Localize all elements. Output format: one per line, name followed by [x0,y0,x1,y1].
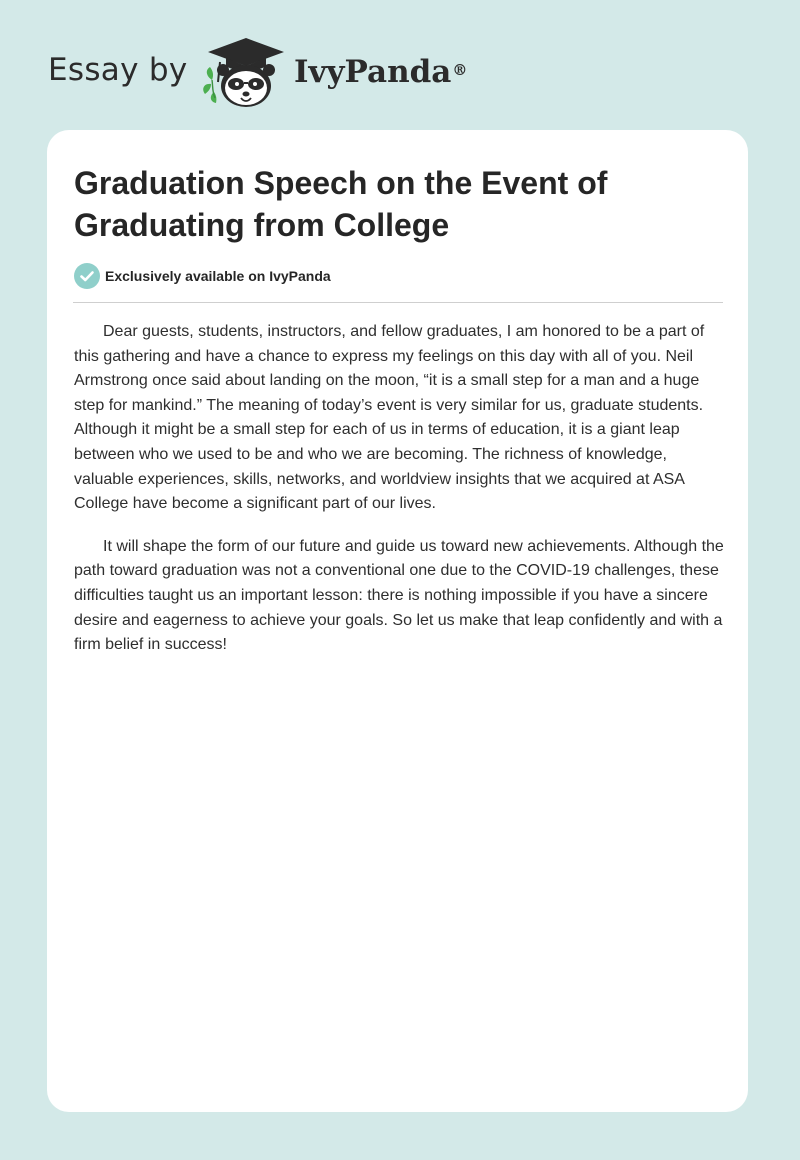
paragraph: Dear guests, students, instructors, and fellow graduates, I am honored to be a part of this gathering and have a chance to express my feelings on this day with all of you. Neil Armstrong once said about landing on the moon, “it is a small step for a man and a huge step for mankind.” The meaning of today’s event is very similar for us, graduate students. Although it might be a small step for each of us in terms of education, it is a giant leap between who we used to be and who we are becoming. The richness of knowledge, valuable experiences, skills, networks, and worldview insights that we acquired at ASA College have become a significant part of our lives. [74,323,705,513]
brand-name[interactable] [294,52,467,92]
essay-body [74,320,724,676]
page-title: Graduation Speech on the Event of Graduating from College [74,165,608,243]
check-circle-icon [74,263,100,289]
badge-label: Exclusively available on IvyPanda [105,268,331,284]
paragraph: It will shape the form of our future and guide us toward new achievements. Although the path toward graduation was not a conventional one due to the COVID-19 challenges, these difficulties taught us an important lesson: there is nothing impossible if you have a sincere desire and eagerness to achieve your goals. So let us make that leap confidently and with a firm belief in success! [74,537,724,654]
brand-name-text: IvyPanda [294,54,452,90]
registered-mark: ® [452,61,468,79]
divider [73,302,723,303]
essay-by-label: Essay by [48,52,188,88]
exclusive-badge [74,263,331,289]
essay-card [47,130,748,1112]
panda-graduation-cap-logo-icon[interactable] [198,36,294,110]
site-header [0,0,800,130]
